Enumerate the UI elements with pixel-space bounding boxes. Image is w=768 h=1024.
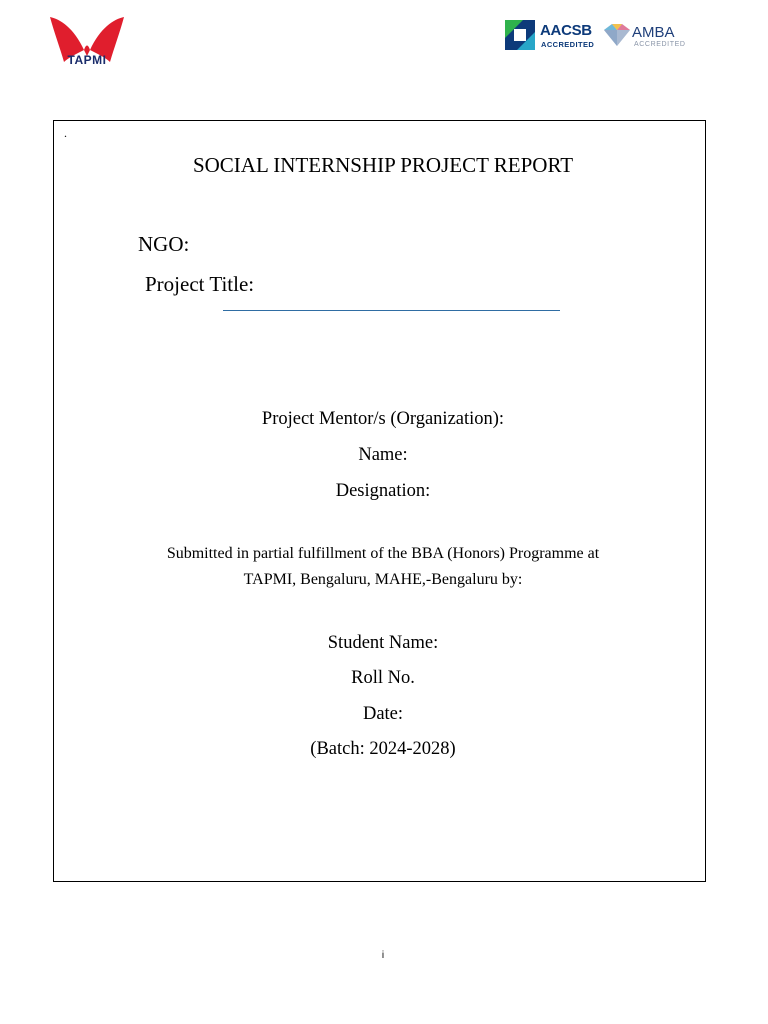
- roll-no-label: Roll No.: [351, 668, 415, 688]
- mentor-name-label: Name:: [358, 445, 408, 465]
- amba-logo-subtitle: ACCREDITED: [634, 41, 686, 48]
- aacsb-logo-subtitle: ACCREDITED: [541, 40, 595, 49]
- batch-label: (Batch: 2024-2028): [310, 739, 456, 759]
- page-number: i: [381, 950, 385, 961]
- ngo-label: NGO:: [138, 232, 190, 256]
- date-label: Date:: [362, 704, 404, 724]
- submission-line-1: Submitted in partial fulfillment of the BBA (Honors) Programme at: [166, 545, 600, 562]
- student-name-label: Student Name:: [327, 633, 439, 653]
- tapmi-logo-text: TAPMI: [67, 53, 107, 67]
- amba-logo-name: AMBA: [632, 24, 675, 41]
- amba-logo-icon: [602, 22, 632, 48]
- report-title: SOCIAL INTERNSHIP PROJECT REPORT: [192, 153, 574, 177]
- submission-line-2: TAPMI, Bengaluru, MAHE,-Bengaluru by:: [243, 571, 523, 588]
- mentor-designation-label: Designation:: [335, 481, 431, 501]
- mentor-heading: Project Mentor/s (Organization):: [261, 409, 505, 429]
- project-title-underline: [223, 310, 560, 311]
- project-title-label: Project Title:: [145, 272, 255, 296]
- corner-mark: .: [64, 126, 67, 140]
- aacsb-logo-icon: [505, 20, 535, 50]
- aacsb-logo-name: AACSB: [540, 22, 592, 39]
